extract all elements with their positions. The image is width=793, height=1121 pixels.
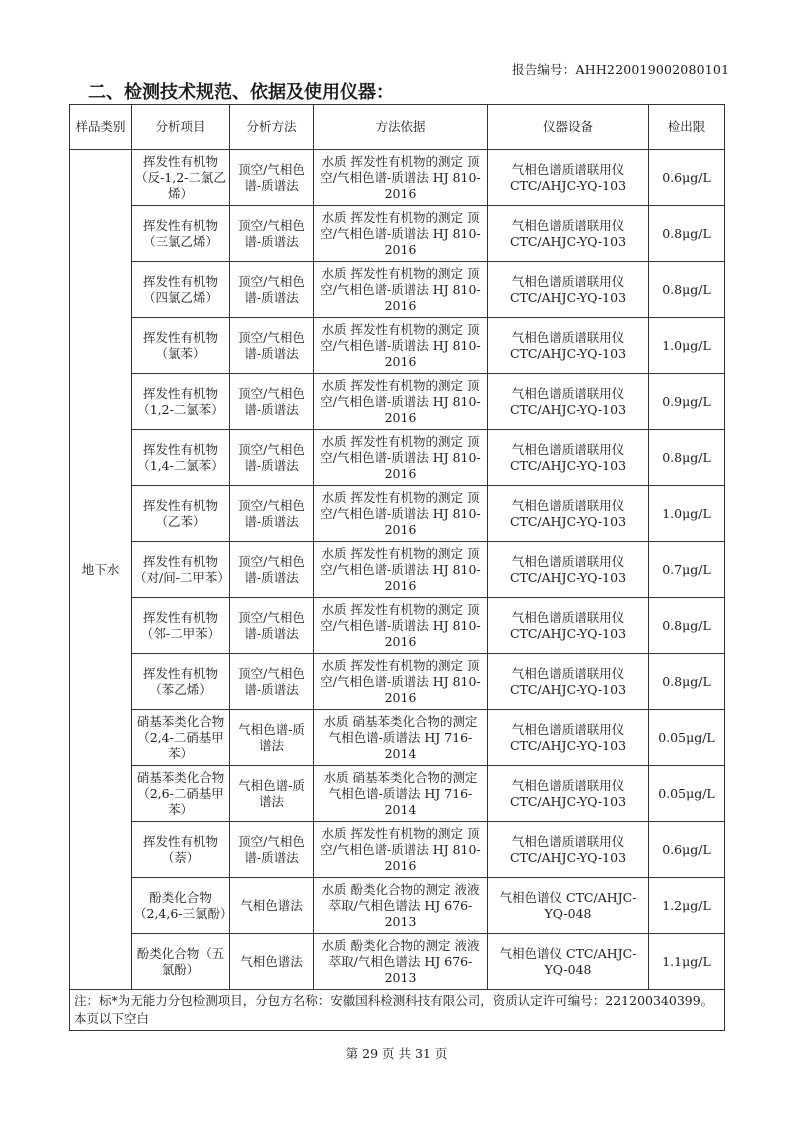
method-basis-cell: 水质 挥发性有机物的测定 顶空/气相色谱-质谱法 HJ 810-2016 <box>314 542 488 598</box>
instrument-cell: 气相色谱质谱联用仪 CTC/AHJC-YQ-103 <box>488 486 649 542</box>
analysis-item-cell: 挥发性有机物（1,2-二氯苯） <box>132 374 230 430</box>
table-row <box>70 710 725 766</box>
detection-limit-cell: 0.7μg/L <box>649 542 725 598</box>
spec-table <box>69 104 725 1031</box>
analysis-method-cell: 气相色谱-质谱法 <box>230 710 314 766</box>
detection-limit-cell: 0.8μg/L <box>649 654 725 710</box>
analysis-item-cell: 挥发性有机物（乙苯） <box>132 486 230 542</box>
analysis-method-cell: 气相色谱-质谱法 <box>230 766 314 822</box>
analysis-method-cell: 顶空/气相色谱-质谱法 <box>230 374 314 430</box>
detection-limit-cell: 1.2μg/L <box>649 878 725 934</box>
analysis-item-cell: 挥发性有机物（邻-二甲苯） <box>132 598 230 654</box>
detection-limit-cell: 0.05μg/L <box>649 710 725 766</box>
method-basis-cell: 水质 挥发性有机物的测定 顶空/气相色谱-质谱法 HJ 810-2016 <box>314 822 488 878</box>
analysis-method-cell: 气相色谱法 <box>230 934 314 990</box>
table-row <box>70 598 725 654</box>
header-detection-limit: 检出限 <box>649 105 725 150</box>
instrument-cell: 气相色谱质谱联用仪 CTC/AHJC-YQ-103 <box>488 374 649 430</box>
method-basis-cell: 水质 酚类化合物的测定 液液萃取/气相色谱法 HJ 676-2013 <box>314 878 488 934</box>
detection-limit-cell: 0.8μg/L <box>649 430 725 486</box>
method-basis-cell: 水质 挥发性有机物的测定 顶空/气相色谱-质谱法 HJ 810-2016 <box>314 374 488 430</box>
header-instrument: 仪器设备 <box>488 105 649 150</box>
analysis-item-cell: 挥发性有机物（四氯乙烯） <box>132 262 230 318</box>
detection-limit-cell: 0.8μg/L <box>649 206 725 262</box>
page-footer <box>0 1044 793 1062</box>
analysis-item-cell: 挥发性有机物（反-1,2-二氯乙烯） <box>132 150 230 206</box>
analysis-item-cell: 挥发性有机物（萘） <box>132 822 230 878</box>
table-row <box>70 318 725 374</box>
instrument-cell: 气相色谱仪 CTC/AHJC-YQ-048 <box>488 878 649 934</box>
table-row <box>70 150 725 206</box>
table-row <box>70 430 725 486</box>
instrument-cell: 气相色谱质谱联用仪 CTC/AHJC-YQ-103 <box>488 766 649 822</box>
analysis-method-cell: 顶空/气相色谱-质谱法 <box>230 542 314 598</box>
instrument-cell: 气相色谱仪 CTC/AHJC-YQ-048 <box>488 934 649 990</box>
detection-limit-cell: 1.1μg/L <box>649 934 725 990</box>
table-body <box>70 150 725 1031</box>
table-row <box>70 542 725 598</box>
analysis-item-cell: 挥发性有机物（氯苯） <box>132 318 230 374</box>
analysis-method-cell: 顶空/气相色谱-质谱法 <box>230 150 314 206</box>
detection-limit-cell: 1.0μg/L <box>649 318 725 374</box>
subcontract-note: 注：标*为无能力分包检测项目，分包方名称：安徽国科检测科技有限公司，资质认定许可编号：221200340399。 <box>74 993 714 1008</box>
header-analysis-item: 分析项目 <box>132 105 230 150</box>
detection-limit-cell: 0.9μg/L <box>649 374 725 430</box>
section-title: 二、检测技术规范、依据及使用仪器： <box>88 82 394 103</box>
note-cell <box>70 990 725 1031</box>
table-row <box>70 262 725 318</box>
method-basis-cell: 水质 挥发性有机物的测定 顶空/气相色谱-质谱法 HJ 810-2016 <box>314 318 488 374</box>
analysis-item-cell: 酚类化合物（五氯酚） <box>132 934 230 990</box>
detection-limit-cell: 0.8μg/L <box>649 262 725 318</box>
table-row <box>70 654 725 710</box>
analysis-method-cell: 气相色谱法 <box>230 878 314 934</box>
table-row <box>70 766 725 822</box>
analysis-method-cell: 顶空/气相色谱-质谱法 <box>230 486 314 542</box>
analysis-method-cell: 顶空/气相色谱-质谱法 <box>230 318 314 374</box>
instrument-cell: 气相色谱质谱联用仪 CTC/AHJC-YQ-103 <box>488 654 649 710</box>
method-basis-cell: 水质 挥发性有机物的测定 顶空/气相色谱-质谱法 HJ 810-2016 <box>314 654 488 710</box>
detection-limit-cell: 0.8μg/L <box>649 598 725 654</box>
method-basis-cell: 水质 挥发性有机物的测定 顶空/气相色谱-质谱法 HJ 810-2016 <box>314 486 488 542</box>
table-header-row <box>70 105 725 150</box>
detection-limit-cell: 0.6μg/L <box>649 150 725 206</box>
method-basis-cell: 水质 挥发性有机物的测定 顶空/气相色谱-质谱法 HJ 810-2016 <box>314 206 488 262</box>
analysis-item-cell: 酚类化合物（2,4,6-三氯酚） <box>132 878 230 934</box>
header-method-basis: 方法依据 <box>314 105 488 150</box>
instrument-cell: 气相色谱质谱联用仪 CTC/AHJC-YQ-103 <box>488 542 649 598</box>
analysis-method-cell: 顶空/气相色谱-质谱法 <box>230 822 314 878</box>
method-basis-cell: 水质 挥发性有机物的测定 顶空/气相色谱-质谱法 HJ 810-2016 <box>314 430 488 486</box>
table-row <box>70 934 725 990</box>
instrument-cell: 气相色谱质谱联用仪 CTC/AHJC-YQ-103 <box>488 150 649 206</box>
analysis-item-cell: 挥发性有机物（对/间-二甲苯） <box>132 542 230 598</box>
table-row <box>70 878 725 934</box>
method-basis-cell: 水质 挥发性有机物的测定 顶空/气相色谱-质谱法 HJ 810-2016 <box>314 262 488 318</box>
analysis-method-cell: 顶空/气相色谱-质谱法 <box>230 206 314 262</box>
header-analysis-method: 分析方法 <box>230 105 314 150</box>
analysis-item-cell: 硝基苯类化合物（2,4-二硝基甲苯） <box>132 710 230 766</box>
analysis-method-cell: 顶空/气相色谱-质谱法 <box>230 262 314 318</box>
instrument-cell: 气相色谱质谱联用仪 CTC/AHJC-YQ-103 <box>488 318 649 374</box>
instrument-cell: 气相色谱质谱联用仪 CTC/AHJC-YQ-103 <box>488 822 649 878</box>
detection-limit-cell: 1.0μg/L <box>649 486 725 542</box>
analysis-item-cell: 硝基苯类化合物（2,6-二硝基甲苯） <box>132 766 230 822</box>
sample-category-cell: 地下水 <box>70 150 132 990</box>
page-number: 第 29 页 共 31 页 <box>345 1046 448 1061</box>
method-basis-cell: 水质 挥发性有机物的测定 顶空/气相色谱-质谱法 HJ 810-2016 <box>314 150 488 206</box>
method-basis-cell: 水质 硝基苯类化合物的测定 气相色谱-质谱法 HJ 716-2014 <box>314 710 488 766</box>
method-basis-cell: 水质 酚类化合物的测定 液液萃取/气相色谱法 HJ 676-2013 <box>314 934 488 990</box>
instrument-cell: 气相色谱质谱联用仪 CTC/AHJC-YQ-103 <box>488 430 649 486</box>
instrument-cell: 气相色谱质谱联用仪 CTC/AHJC-YQ-103 <box>488 598 649 654</box>
instrument-cell: 气相色谱质谱联用仪 CTC/AHJC-YQ-103 <box>488 206 649 262</box>
blank-below-note: 本页以下空白 <box>74 1011 150 1026</box>
analysis-method-cell: 顶空/气相色谱-质谱法 <box>230 654 314 710</box>
table-row <box>70 822 725 878</box>
analysis-method-cell: 顶空/气相色谱-质谱法 <box>230 430 314 486</box>
table-row <box>70 486 725 542</box>
table-row <box>70 206 725 262</box>
detection-limit-cell: 0.05μg/L <box>649 766 725 822</box>
report-number: 报告编号：AHH220019002080101 <box>512 62 730 77</box>
analysis-method-cell: 顶空/气相色谱-质谱法 <box>230 598 314 654</box>
table-row <box>70 374 725 430</box>
analysis-item-cell: 挥发性有机物（1,4-二氯苯） <box>132 430 230 486</box>
header-sample-category: 样品类别 <box>70 105 132 150</box>
analysis-item-cell: 挥发性有机物（三氯乙烯） <box>132 206 230 262</box>
analysis-item-cell: 挥发性有机物（苯乙烯） <box>132 654 230 710</box>
detection-limit-cell: 0.6μg/L <box>649 822 725 878</box>
note-row <box>70 990 725 1031</box>
instrument-cell: 气相色谱质谱联用仪 CTC/AHJC-YQ-103 <box>488 710 649 766</box>
method-basis-cell: 水质 挥发性有机物的测定 顶空/气相色谱-质谱法 HJ 810-2016 <box>314 598 488 654</box>
instrument-cell: 气相色谱质谱联用仪 CTC/AHJC-YQ-103 <box>488 262 649 318</box>
method-basis-cell: 水质 硝基苯类化合物的测定 气相色谱-质谱法 HJ 716-2014 <box>314 766 488 822</box>
